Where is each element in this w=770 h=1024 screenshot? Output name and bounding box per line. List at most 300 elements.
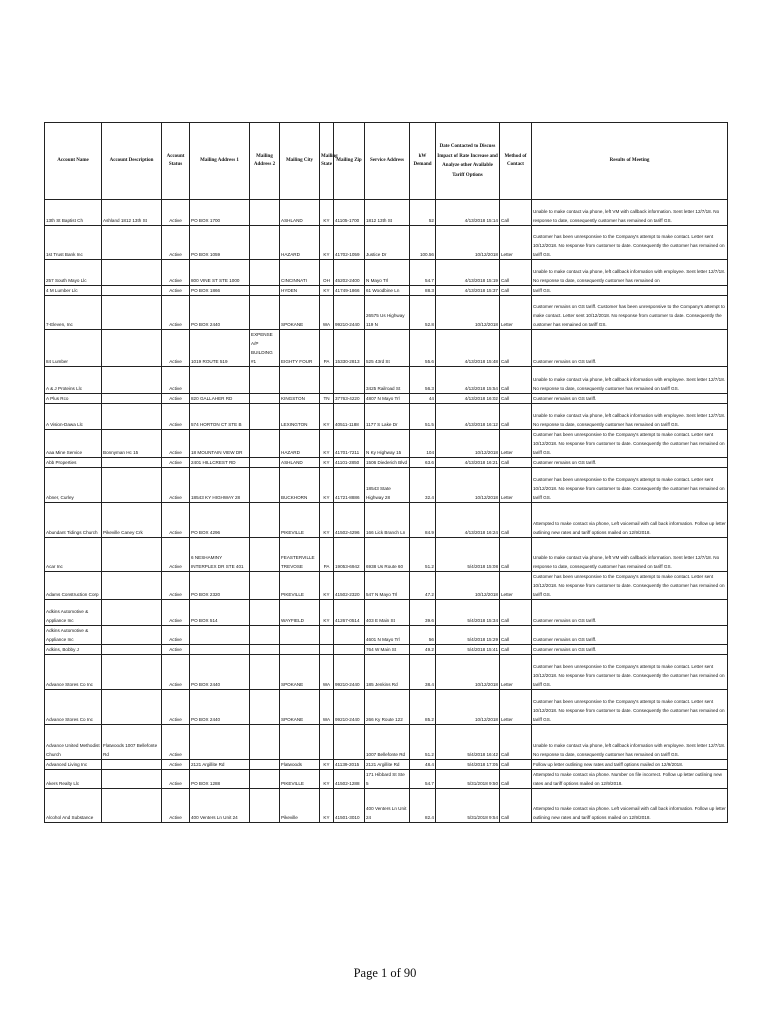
account-description-cell (102, 458, 162, 468)
method-of-contact-cell: Call (500, 503, 532, 538)
account-description-cell (102, 626, 162, 645)
mailing-city-cell (280, 645, 320, 655)
results-of-meeting-cell: Customer has been unresponsive to the Company's attempt to make contact. Letter sent 10/12/2018. No response from customer to date. Consequently the customer has remained on tariff GS. (532, 572, 728, 600)
mailing-city-cell: Pikeville (280, 789, 320, 823)
kw-demand-cell: 85.2 (410, 690, 436, 725)
date-contacted-cell: 5/4/2018 15:41 (436, 645, 500, 655)
account-status-cell: Active (162, 260, 190, 286)
mailing-address-2-cell (250, 503, 280, 538)
results-of-meeting-cell: Customer remains on GS tariff. Customer has been unresponsive to the Company's attempt to make contact. Letter sent 10/12/2018. No response from customer to date. Consequently the customer has remained on tariff GS. (532, 296, 728, 330)
kw-demand-cell: 100.56 (410, 226, 436, 260)
mailing-state-cell: KY (320, 286, 334, 296)
service-address-cell: Justice Dr (365, 226, 410, 260)
mailing-address-1-cell: PO BOX 1866 (190, 286, 250, 296)
account-name-cell: Advance United Methodist Church (45, 725, 102, 760)
results-of-meeting-cell: Attempted to make contact via phone. Left voicemail with call back information. Follow up letter outlining new rates and tariff options mailed on 12/9/2018. (532, 789, 728, 823)
mailing-zip-cell: 15330-2813 (334, 330, 365, 367)
method-of-contact-cell: Call (500, 330, 532, 367)
table-row (45, 600, 728, 626)
kw-demand-cell: 32.4 (410, 468, 436, 503)
mailing-address-2-cell (250, 725, 280, 760)
header-kw-demand: kW Demand (410, 123, 436, 200)
account-name-cell: Adkins, Bobby J (45, 645, 102, 655)
mailing-city-cell: HYDEN (280, 286, 320, 296)
kw-demand-cell: 48.4 (410, 760, 436, 770)
results-of-meeting-cell: Customer has been unresponsive to the Company's attempt to make contact. Letter sent 10/12/2018. No response from customer to date. Consequently the customer has remained on tariff GS. (532, 690, 728, 725)
account-status-cell: Active (162, 226, 190, 260)
date-contacted-cell: 4/13/2018 16:02 (436, 394, 500, 404)
header-mailing-address-2: Mailing Address 2 (250, 123, 280, 200)
account-name-cell: Advanced Living Inc (45, 760, 102, 770)
header-mailing-city: Mailing City (280, 123, 320, 200)
results-of-meeting-cell: Unable to make contact via phone, left callback information with employee. Sent letter 12/7/18. No response to date, consequently customer has remained on tariff GS. (532, 367, 728, 394)
mailing-city-cell: EIGHTY FOUR (280, 330, 320, 367)
table-row (45, 260, 728, 286)
account-description-cell (102, 468, 162, 503)
mailing-zip-cell: 37763-4220 (334, 394, 365, 404)
account-name-cell: Adkins Automotive & Appliance Inc (45, 600, 102, 626)
table-row (45, 770, 728, 789)
method-of-contact-cell: Call (500, 626, 532, 645)
account-name-cell: A Plus Rco (45, 394, 102, 404)
mailing-address-2-cell (250, 655, 280, 690)
method-of-contact-cell: Call (500, 789, 532, 823)
service-address-cell: 1007 Bellefonte Rd (365, 725, 410, 760)
method-of-contact-cell: Call (500, 770, 532, 789)
mailing-address-1-cell: 6 NESHAMINY INTERPLEX DR STE 401 (190, 538, 250, 572)
results-of-meeting-cell: Customer remains on GS tariff. (532, 645, 728, 655)
method-of-contact-cell: Call (500, 200, 532, 226)
mailing-state-cell: KY (320, 458, 334, 468)
method-of-contact-cell: Letter (500, 430, 532, 458)
account-name-cell: 7-Eleven, Inc (45, 296, 102, 330)
account-status-cell: Active (162, 330, 190, 367)
mailing-zip-cell: 41501-3010 (334, 789, 365, 823)
table-row (45, 200, 728, 226)
date-contacted-cell: 10/12/2018 (436, 572, 500, 600)
date-contacted-cell: 5/4/2018 15:34 (436, 600, 500, 626)
results-of-meeting-cell: Attempted to make contact via phone. Number on file incorrect. Follow up letter outlining new rates and tariff options mailed on 12/9/2018. (532, 770, 728, 789)
account-description-cell (102, 600, 162, 626)
mailing-city-cell: SPOKANE (280, 690, 320, 725)
account-status-cell: Active (162, 394, 190, 404)
method-of-contact-cell: Letter (500, 655, 532, 690)
table-row (45, 458, 728, 468)
account-status-cell: Active (162, 690, 190, 725)
account-status-cell: Active (162, 296, 190, 330)
mailing-address-2-cell (250, 645, 280, 655)
kw-demand-cell: 44 (410, 394, 436, 404)
mailing-address-2-cell (250, 226, 280, 260)
table-row (45, 286, 728, 296)
mailing-zip-cell: 41701-7211 (334, 430, 365, 458)
account-description-cell (102, 286, 162, 296)
method-of-contact-cell: Call (500, 286, 532, 296)
mailing-zip-cell: 41267-0514 (334, 600, 365, 626)
account-description-cell (102, 367, 162, 394)
date-contacted-cell: 4/13/2018 16:12 (436, 404, 500, 430)
account-status-cell: Active (162, 503, 190, 538)
table-row (45, 468, 728, 503)
mailing-state-cell: KY (320, 468, 334, 503)
account-description-cell (102, 690, 162, 725)
mailing-zip-cell: 45202-2400 (334, 260, 365, 286)
account-description-cell (102, 296, 162, 330)
service-address-cell: 1177 S Lake Dr (365, 404, 410, 430)
date-contacted-cell: 5/4/2018 17:05 (436, 760, 500, 770)
account-name-cell: 4 M Lumber Llc (45, 286, 102, 296)
mailing-zip-cell: 41702-1059 (334, 226, 365, 260)
mailing-zip-cell: 41721-8886 (334, 468, 365, 503)
table-row (45, 690, 728, 725)
mailing-address-2-cell (250, 367, 280, 394)
date-contacted-cell: 5/4/2018 15:08 (436, 538, 500, 572)
method-of-contact-cell: Call (500, 367, 532, 394)
account-name-cell: A & J Proteins Llc (45, 367, 102, 394)
account-name-cell: Abundant Tidings Church (45, 503, 102, 538)
account-name-cell: A Vision-Dawa Llc (45, 404, 102, 430)
service-address-cell: N Mayo Trl (365, 260, 410, 286)
account-name-cell: Akers Realty Llc (45, 770, 102, 789)
mailing-address-1-cell: 400 Venters Ln Unit 24 (190, 789, 250, 823)
mailing-state-cell: WA (320, 296, 334, 330)
account-status-cell: Active (162, 430, 190, 458)
method-of-contact-cell: Call (500, 538, 532, 572)
mailing-address-1-cell: PO BOX 2440 (190, 655, 250, 690)
method-of-contact-cell: Call (500, 394, 532, 404)
mailing-address-1-cell: PO BOX 1288 (190, 770, 250, 789)
account-status-cell: Active (162, 404, 190, 430)
mailing-address-1-cell: PO BOX 514 (190, 600, 250, 626)
date-contacted-cell: 5/4/2018 15:29 (436, 626, 500, 645)
results-of-meeting-cell: Unable to make contact via phone, left callback information with employee. Sent letter 12/7/18. No response to date, consequently customer has remained on (532, 260, 728, 286)
kw-demand-cell: 56 (410, 626, 436, 645)
method-of-contact-cell: Call (500, 645, 532, 655)
mailing-zip-cell: 99210-2440 (334, 690, 365, 725)
mailing-state-cell: WA (320, 655, 334, 690)
service-address-cell: 2121 Argillite Rd (365, 760, 410, 770)
mailing-zip-cell: 41101-2850 (334, 458, 365, 468)
kw-demand-cell: 49.2 (410, 645, 436, 655)
mailing-address-1-cell: PO BOX 2440 (190, 690, 250, 725)
mailing-zip-cell: 41502-1288 (334, 770, 365, 789)
results-of-meeting-cell: Customer remains on GS tariff. (532, 394, 728, 404)
method-of-contact-cell: Letter (500, 468, 532, 503)
service-address-cell: 4807 N Mayo Trl (365, 394, 410, 404)
method-of-contact-cell: Call (500, 600, 532, 626)
mailing-city-cell: ASHLAND (280, 458, 320, 468)
account-name-cell: 257 South Mayo Llc (45, 260, 102, 286)
account-description-cell (102, 226, 162, 260)
results-of-meeting-cell: tariff GS. (532, 286, 728, 296)
header-method-of-contact: Method of Contact (500, 123, 532, 200)
account-description-cell: Ashland 1812 13th St (102, 200, 162, 226)
customer-contact-table (44, 122, 728, 823)
account-description-cell (102, 330, 162, 367)
method-of-contact-cell: Letter (500, 296, 532, 330)
mailing-address-2-cell (250, 286, 280, 296)
mailing-address-2-cell (250, 538, 280, 572)
mailing-address-1-cell: 2401 HILLCREST RD (190, 458, 250, 468)
mailing-address-2-cell (250, 789, 280, 823)
service-address-cell: 185 Jenkins Rd (365, 655, 410, 690)
account-name-cell: Advance Stores Co Inc (45, 655, 102, 690)
service-address-cell: 166 Lick Branch Ln (365, 503, 410, 538)
mailing-zip-cell: 40511-1188 (334, 404, 365, 430)
page-number: Page 1 of 90 (353, 966, 417, 980)
account-description-cell (102, 404, 162, 430)
account-description-cell (102, 770, 162, 789)
service-address-cell: 3425 Railroad St (365, 367, 410, 394)
account-description-cell: Flatwoods 1007 Bellefonte Rd (102, 725, 162, 760)
kw-demand-cell: 52.8 (410, 296, 436, 330)
results-of-meeting-cell: Customer has been unresponsive to the Company's attempt to make contact. Letter sent 10/12/2018. No response from customer to date. Consequently the customer has remained on tariff GS. (532, 226, 728, 260)
service-address-cell: 525 43rd St (365, 330, 410, 367)
date-contacted-cell: 4/13/2018 15:48 (436, 330, 500, 367)
mailing-address-2-cell (250, 404, 280, 430)
date-contacted-cell: 10/12/2018 (436, 655, 500, 690)
service-address-cell: 18543 State Highway 28 (365, 468, 410, 503)
results-of-meeting-cell: Customer remains on GS tariff. (532, 600, 728, 626)
mailing-address-1-cell: 820 GALLAHER RD (190, 394, 250, 404)
mailing-state-cell: KY (320, 404, 334, 430)
account-status-cell: Active (162, 538, 190, 572)
mailing-city-cell: LEXINGTON (280, 404, 320, 430)
header-service-address: Service Address (365, 123, 410, 200)
kw-demand-cell: 51.2 (410, 725, 436, 760)
account-description-cell: Bonnyman Hc 15 (102, 430, 162, 458)
mailing-city-cell: KINGSTON (280, 394, 320, 404)
mailing-address-2-cell (250, 296, 280, 330)
account-description-cell: Pikeville Caney Crk (102, 503, 162, 538)
kw-demand-cell: 104 (410, 430, 436, 458)
account-status-cell: Active (162, 626, 190, 645)
mailing-zip-cell (334, 725, 365, 760)
date-contacted-cell: 4/13/2018 16:24 (436, 503, 500, 538)
method-of-contact-cell: Call (500, 404, 532, 430)
table-row (45, 330, 728, 367)
service-address-cell: 61 Woodbine Ln (365, 286, 410, 296)
results-of-meeting-cell: Follow up letter outlining new rates and tariff options mailed on 12/9/2018. (532, 760, 728, 770)
table-row (45, 538, 728, 572)
table-row (45, 296, 728, 330)
table-row (45, 626, 728, 645)
mailing-zip-cell: 41749-1866 (334, 286, 365, 296)
account-status-cell: Active (162, 286, 190, 296)
mailing-zip-cell: 41502-2320 (334, 572, 365, 600)
table-row (45, 404, 728, 430)
mailing-state-cell: PA (320, 330, 334, 367)
date-contacted-cell: 4/13/2018 15:14 (436, 200, 500, 226)
kw-demand-cell: 54.7 (410, 770, 436, 789)
account-status-cell: Active (162, 367, 190, 394)
account-name-cell: 13th St Baptist Ch (45, 200, 102, 226)
mailing-address-1-cell: PO BOX 1059 (190, 226, 250, 260)
kw-demand-cell: 88.3 (410, 286, 436, 296)
service-address-cell: 547 N Mayo Trl (365, 572, 410, 600)
kw-demand-cell: 51.2 (410, 538, 436, 572)
table-row (45, 394, 728, 404)
mailing-address-2-cell (250, 770, 280, 789)
date-contacted-cell: 4/13/2018 15:19 (436, 260, 500, 286)
date-contacted-cell: 10/12/2018 (436, 430, 500, 458)
mailing-address-2-cell (250, 468, 280, 503)
mailing-state-cell: KY (320, 503, 334, 538)
date-contacted-cell: 5/31/2018 9:50 (436, 770, 500, 789)
mailing-address-2-cell (250, 760, 280, 770)
results-of-meeting-cell: Attempted to make contact via phone, Left voicemail with call back information. Follow up letter outlining new rates and tariff options mailed on 12/9/2018. (532, 503, 728, 538)
mailing-state-cell: KY (320, 430, 334, 458)
mailing-zip-cell: 41105-1700 (334, 200, 365, 226)
service-address-cell: 403 E Main St (365, 600, 410, 626)
method-of-contact-cell: Call (500, 260, 532, 286)
service-address-cell: 1506 Diederich Blvd (365, 458, 410, 468)
account-description-cell (102, 655, 162, 690)
header-account-status: Account Status (162, 123, 190, 200)
account-name-cell: 1st Trust Bank Inc (45, 226, 102, 260)
mailing-city-cell (280, 725, 320, 760)
results-of-meeting-cell: Unable to make contact via phone, left VM with callback information. Sent letter 12/7/18. No response to date, consequently customer has remained on tariff GS. (532, 538, 728, 572)
mailing-state-cell: PA (320, 538, 334, 572)
kw-demand-cell: 63.6 (410, 458, 436, 468)
header-mailing-zip: Mailing Zip (334, 123, 365, 200)
date-contacted-cell: 5/4/2018 16:42 (436, 725, 500, 760)
account-status-cell: Active (162, 458, 190, 468)
mailing-zip-cell: 41139-2015 (334, 760, 365, 770)
mailing-state-cell: WA (320, 690, 334, 725)
mailing-address-1-cell: PO BOX 4296 (190, 503, 250, 538)
mailing-state-cell: KY (320, 572, 334, 600)
account-status-cell: Active (162, 600, 190, 626)
account-status-cell: Active (162, 770, 190, 789)
results-of-meeting-cell: Customer remains on GS tariff. (532, 458, 728, 468)
mailing-address-1-cell: 2121 Argillite Rd (190, 760, 250, 770)
kw-demand-cell: 82.4 (410, 789, 436, 823)
date-contacted-cell: 10/12/2018 (436, 226, 500, 260)
mailing-address-2-cell (250, 458, 280, 468)
mailing-city-cell (280, 626, 320, 645)
mailing-zip-cell: 99210-2440 (334, 655, 365, 690)
header-mailing-state: Mailing State (320, 123, 334, 200)
results-of-meeting-cell: Customer remains on GS tariff. (532, 626, 728, 645)
kw-demand-cell: 39.6 (410, 600, 436, 626)
mailing-city-cell: HAZARD (280, 430, 320, 458)
mailing-zip-cell (334, 645, 365, 655)
service-address-cell: N Ky Highway 15 (365, 430, 410, 458)
mailing-city-cell: HAZARD (280, 226, 320, 260)
mailing-city-cell: SPOKANE (280, 296, 320, 330)
account-status-cell: Active (162, 725, 190, 760)
mailing-address-2-cell (250, 600, 280, 626)
account-status-cell: Active (162, 760, 190, 770)
mailing-address-1-cell: 18 MOUNTAIN VIEW DR (190, 430, 250, 458)
mailing-city-cell: WAYFIELD (280, 600, 320, 626)
service-address-cell: 266 Ky Route 122 (365, 690, 410, 725)
service-address-cell: 1812 13th St (365, 200, 410, 226)
account-name-cell: Abner, Curley (45, 468, 102, 503)
kw-demand-cell: 47.2 (410, 572, 436, 600)
kw-demand-cell: 54.7 (410, 260, 436, 286)
account-description-cell (102, 538, 162, 572)
kw-demand-cell: 56.3 (410, 367, 436, 394)
mailing-state-cell: KY (320, 226, 334, 260)
account-status-cell: Active (162, 572, 190, 600)
mailing-address-2-cell (250, 260, 280, 286)
mailing-city-cell: ASHLAND (280, 200, 320, 226)
mailing-state-cell (320, 725, 334, 760)
table-row (45, 226, 728, 260)
mailing-city-cell: CINCINNATI (280, 260, 320, 286)
mailing-state-cell: OH (320, 260, 334, 286)
mailing-address-2-cell (250, 690, 280, 725)
mailing-address-1-cell: 18543 KY HIGHWAY 28 (190, 468, 250, 503)
table-row (45, 503, 728, 538)
mailing-state-cell: KY (320, 760, 334, 770)
account-description-cell (102, 572, 162, 600)
method-of-contact-cell: Call (500, 725, 532, 760)
table-row (45, 655, 728, 690)
mailing-state-cell: KY (320, 789, 334, 823)
mailing-address-2-cell (250, 394, 280, 404)
header-date-contacted: Date Contacted to Discuss Impact of Rate Increase and Analyze other Available Tariff Options (436, 123, 500, 200)
kw-demand-cell: 38.4 (410, 655, 436, 690)
mailing-state-cell: KY (320, 200, 334, 226)
account-status-cell: Active (162, 645, 190, 655)
account-status-cell: Active (162, 200, 190, 226)
account-name-cell: Advance Stores Co Inc (45, 690, 102, 725)
service-address-cell: 171 Hibbard St Ste 5 (365, 770, 410, 789)
method-of-contact-cell: Call (500, 458, 532, 468)
mailing-state-cell (320, 626, 334, 645)
header-results-of-meeting: Results of Meeting (532, 123, 728, 200)
date-contacted-cell: 4/13/2018 15:54 (436, 367, 500, 394)
mailing-zip-cell: 41502-4296 (334, 503, 365, 538)
kw-demand-cell: 51.5 (410, 404, 436, 430)
mailing-address-2-cell (250, 200, 280, 226)
service-address-cell: 400 Venters Ln Unit 24 (365, 789, 410, 823)
service-address-cell: 6938 Us Route 60 (365, 538, 410, 572)
mailing-state-cell (320, 367, 334, 394)
mailing-city-cell: PIKEVILLE (280, 503, 320, 538)
account-name-cell: Adams Construction Corp (45, 572, 102, 600)
date-contacted-cell: 10/12/2018 (436, 690, 500, 725)
mailing-address-1-cell: PO BOX 2320 (190, 572, 250, 600)
table-header-row (45, 123, 728, 200)
account-description-cell (102, 394, 162, 404)
mailing-zip-cell: 19053-6942 (334, 538, 365, 572)
results-of-meeting-cell: Unable to make contact via phone, left VM with callback information. Sent letter 12/7/18. No response to date, consequently customer has remained on tariff GS. (532, 200, 728, 226)
method-of-contact-cell: Call (500, 760, 532, 770)
table-row (45, 645, 728, 655)
data-table-container (44, 122, 727, 823)
kw-demand-cell: 55.6 (410, 330, 436, 367)
kw-demand-cell: 84.9 (410, 503, 436, 538)
table-row (45, 430, 728, 458)
table-row (45, 572, 728, 600)
account-status-cell: Active (162, 468, 190, 503)
account-name-cell: Alcohol And Substance (45, 789, 102, 823)
mailing-address-2-cell: EXPENSE A/P BUILDING #1 (250, 330, 280, 367)
kw-demand-cell: 52 (410, 200, 436, 226)
mailing-city-cell: FEASTERVILLE TREVOSE (280, 538, 320, 572)
mailing-city-cell: Flatwoods (280, 760, 320, 770)
mailing-address-2-cell (250, 430, 280, 458)
table-body (45, 200, 728, 823)
table-row (45, 760, 728, 770)
mailing-city-cell: PIKEVILLE (280, 572, 320, 600)
date-contacted-cell: 4/13/2018 16:21 (436, 458, 500, 468)
account-status-cell: Active (162, 655, 190, 690)
